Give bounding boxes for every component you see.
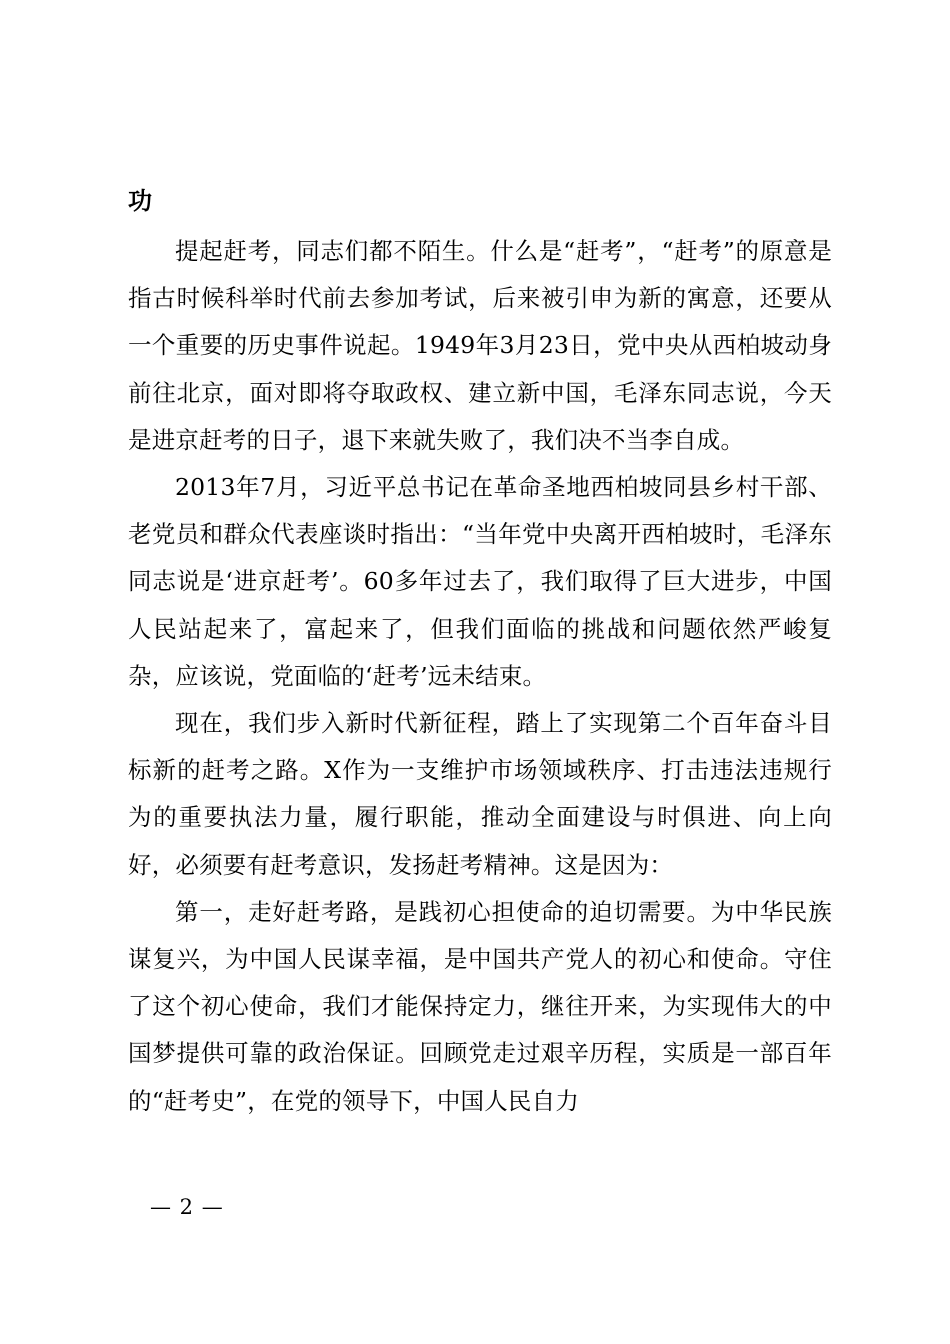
paragraph-3: 现在，我们步入新时代新征程，踏上了实现第二个百年奋斗目标新的赶考之路。X作为一支维护市场领域秩序、打击违法违规行为的重要执法力量，履行职能，推动全面建设与时俱进、向上向好，必须要有赶考意识，发扬赶考精神。这是因为： (128, 709, 832, 879)
paragraph-2: 2013年7月，习近平总书记在革命圣地西柏坡同县乡村干部、老党员和群众代表座谈时指出：“当年党中央离开西柏坡时，毛泽东同志说是‘进京赶考’。60多年过去了，我们取得了巨大进步，中国人民站起来了，富起来了，但我们面临的挑战和问题依然严峻复杂，应该说，党面临的‘赶考’远未结束。 (128, 473, 832, 690)
paragraph-1: 提起赶考，同志们都不陌生。什么是“赶考”，“赶考”的原意是指古时候科举时代前去参加考试，后来被引申为新的寓意，还要从一个重要的历史事件说起。1949年3月23日，党中央从西柏坡动身前往北京，面对即将夺取政权、建立新中国，毛泽东同志说，今天是进京赶考的日子，退下来就失败了，我们决不当李自成。 (128, 237, 832, 454)
paragraph-4: 第一，走好赶考路，是践初心担使命的迫切需要。为中华民族谋复兴，为中国人民谋幸福，是中国共产党人的初心和使命。守住了这个初心使命，我们才能保持定力，继往开来，为实现伟大的中国梦提供可靠的政治保证。回顾党走过艰辛历程，实质是一部百年的“赶考史”，在党的领导下，中国人民自力 (128, 897, 832, 1115)
heading-fragment: 功 (128, 186, 152, 215)
page-number: — 2 — (150, 1195, 224, 1219)
body-text (128, 228, 832, 1125)
